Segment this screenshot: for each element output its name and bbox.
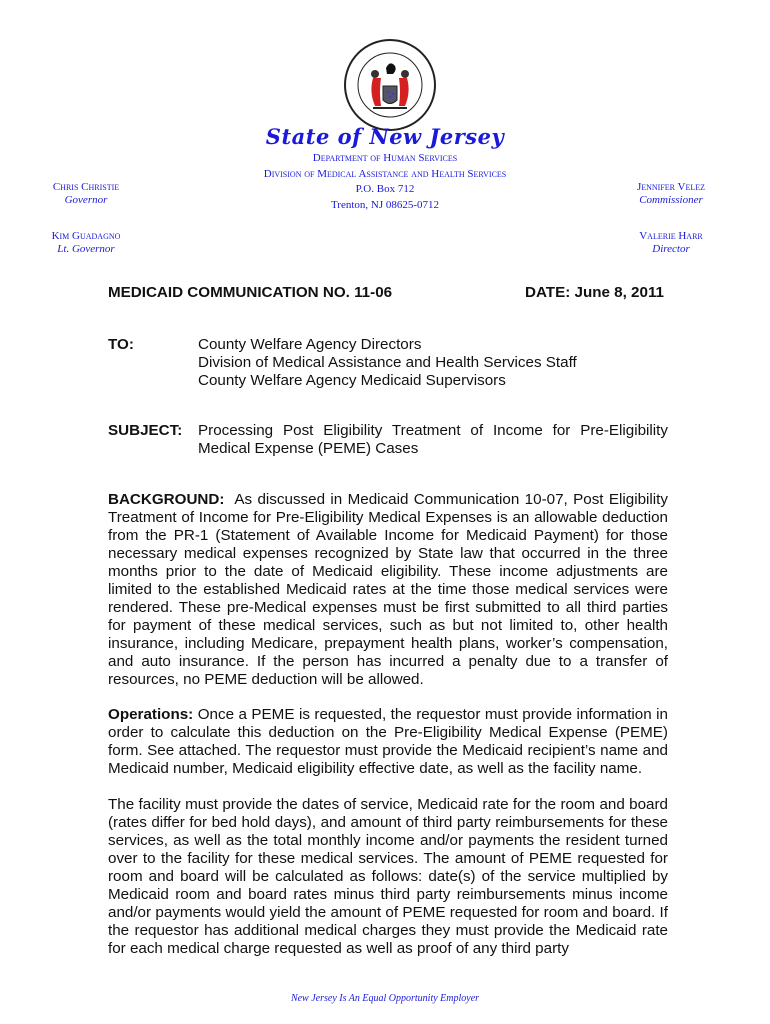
subject-text: Processing Post Eligibility Treatment of Income for Pre-Eligibility Medical Expense (PEME) Cases <box>198 422 668 457</box>
operations-label: Operations: <box>108 706 194 723</box>
memo-heading <box>108 284 664 301</box>
subject-label: SUBJECT: <box>108 422 183 439</box>
po-box: P.O. Box 712 <box>355 183 415 195</box>
official-title: Governor <box>64 194 108 206</box>
recipient-list <box>198 336 577 390</box>
city-address: Trenton, NJ 08625-0712 <box>330 198 440 211</box>
background-label: BACKGROUND: <box>108 491 225 508</box>
to-section <box>108 336 668 390</box>
official-title: Lt. Governor <box>57 243 115 255</box>
department-name: Department of Human Services <box>312 152 458 164</box>
commissioner-block <box>616 181 726 207</box>
recipient: County Welfare Agency Directors <box>198 336 422 353</box>
governor-block <box>46 181 126 207</box>
official-name: Valerie Harr <box>639 230 703 242</box>
operations-text: Once a PEME is requested, the requestor must provide information in order to calculate this deduction on the Pre-Eligibility Medical Expense (PEME) form. See attached. The requestor must provide the Medicaid recipient’s name and Medicaid number, Medicaid eligibility effective date, as well as the facility name. <box>108 706 668 777</box>
official-title: Director <box>652 243 690 255</box>
background-paragraph <box>108 491 668 689</box>
division-name: Division of Medical Assistance and Health Services <box>263 167 507 180</box>
to-label: TO: <box>108 336 134 353</box>
official-title: Commissioner <box>639 194 703 206</box>
subject-section <box>108 422 668 458</box>
facility-paragraph: The facility must provide the dates of service, Medicaid rate for the room and board (rates differ for bed hold days), and amount of third party reimbursements for these services, as well as the total monthly income and/or payments the resident turned over to the facility for these medical services. The amount of PEME requested for room and board will be calculated as follows: date(s) of the service multiplied by Medicaid room and board rates minus third party reimbursements minus income and/or payments would yield the amount of PEME requested for room and board. If the requestor has additional medical charges they must provide the Medicaid rate for each medical charge requested as well as proof of any third party <box>108 796 668 957</box>
communication-number: MEDICAID COMMUNICATION NO. 11-06 <box>108 284 393 301</box>
lt-governor-block <box>46 230 126 256</box>
director-block <box>616 230 726 256</box>
recipient: Division of Medical Assistance and Health Services Staff <box>198 354 577 371</box>
state-seal-icon <box>343 38 437 132</box>
operations-paragraph <box>108 706 668 778</box>
memo-date: DATE: June 8, 2011 <box>525 284 664 301</box>
state-title: State of New Jersey <box>265 124 505 149</box>
recipient: County Welfare Agency Medicaid Supervisors <box>198 372 506 389</box>
official-name: Jennifer Velez <box>636 181 706 193</box>
footer-text: New Jersey Is An Equal Opportunity Employer <box>290 993 480 1004</box>
official-name: Kim Guadagno <box>51 230 121 242</box>
official-name: Chris Christie <box>52 181 120 193</box>
background-text: As discussed in Medicaid Communication 10-07, Post Eligibility Treatment of Income for Pre-Eligibility Medical Expenses is an allowable deduction from the PR-1 (Statement of Available Income for Medicaid Payment) for those necessary medical expenses recognized by State law that occurred in the three months prior to the date of Medicaid eligibility. These income adjustments are limited to the established Medicaid rates at the time those medical services were rendered. These pre-Medical expenses must be first submitted to all third parties for payment of these medical services, such as but not limited to, other health insurance, including Medicare, prepayment health plans, worker’s compensation, and auto insurance. If the person has incurred a penalty due to a transfer of resources, no PEME deduction will be allowed. <box>108 491 668 688</box>
